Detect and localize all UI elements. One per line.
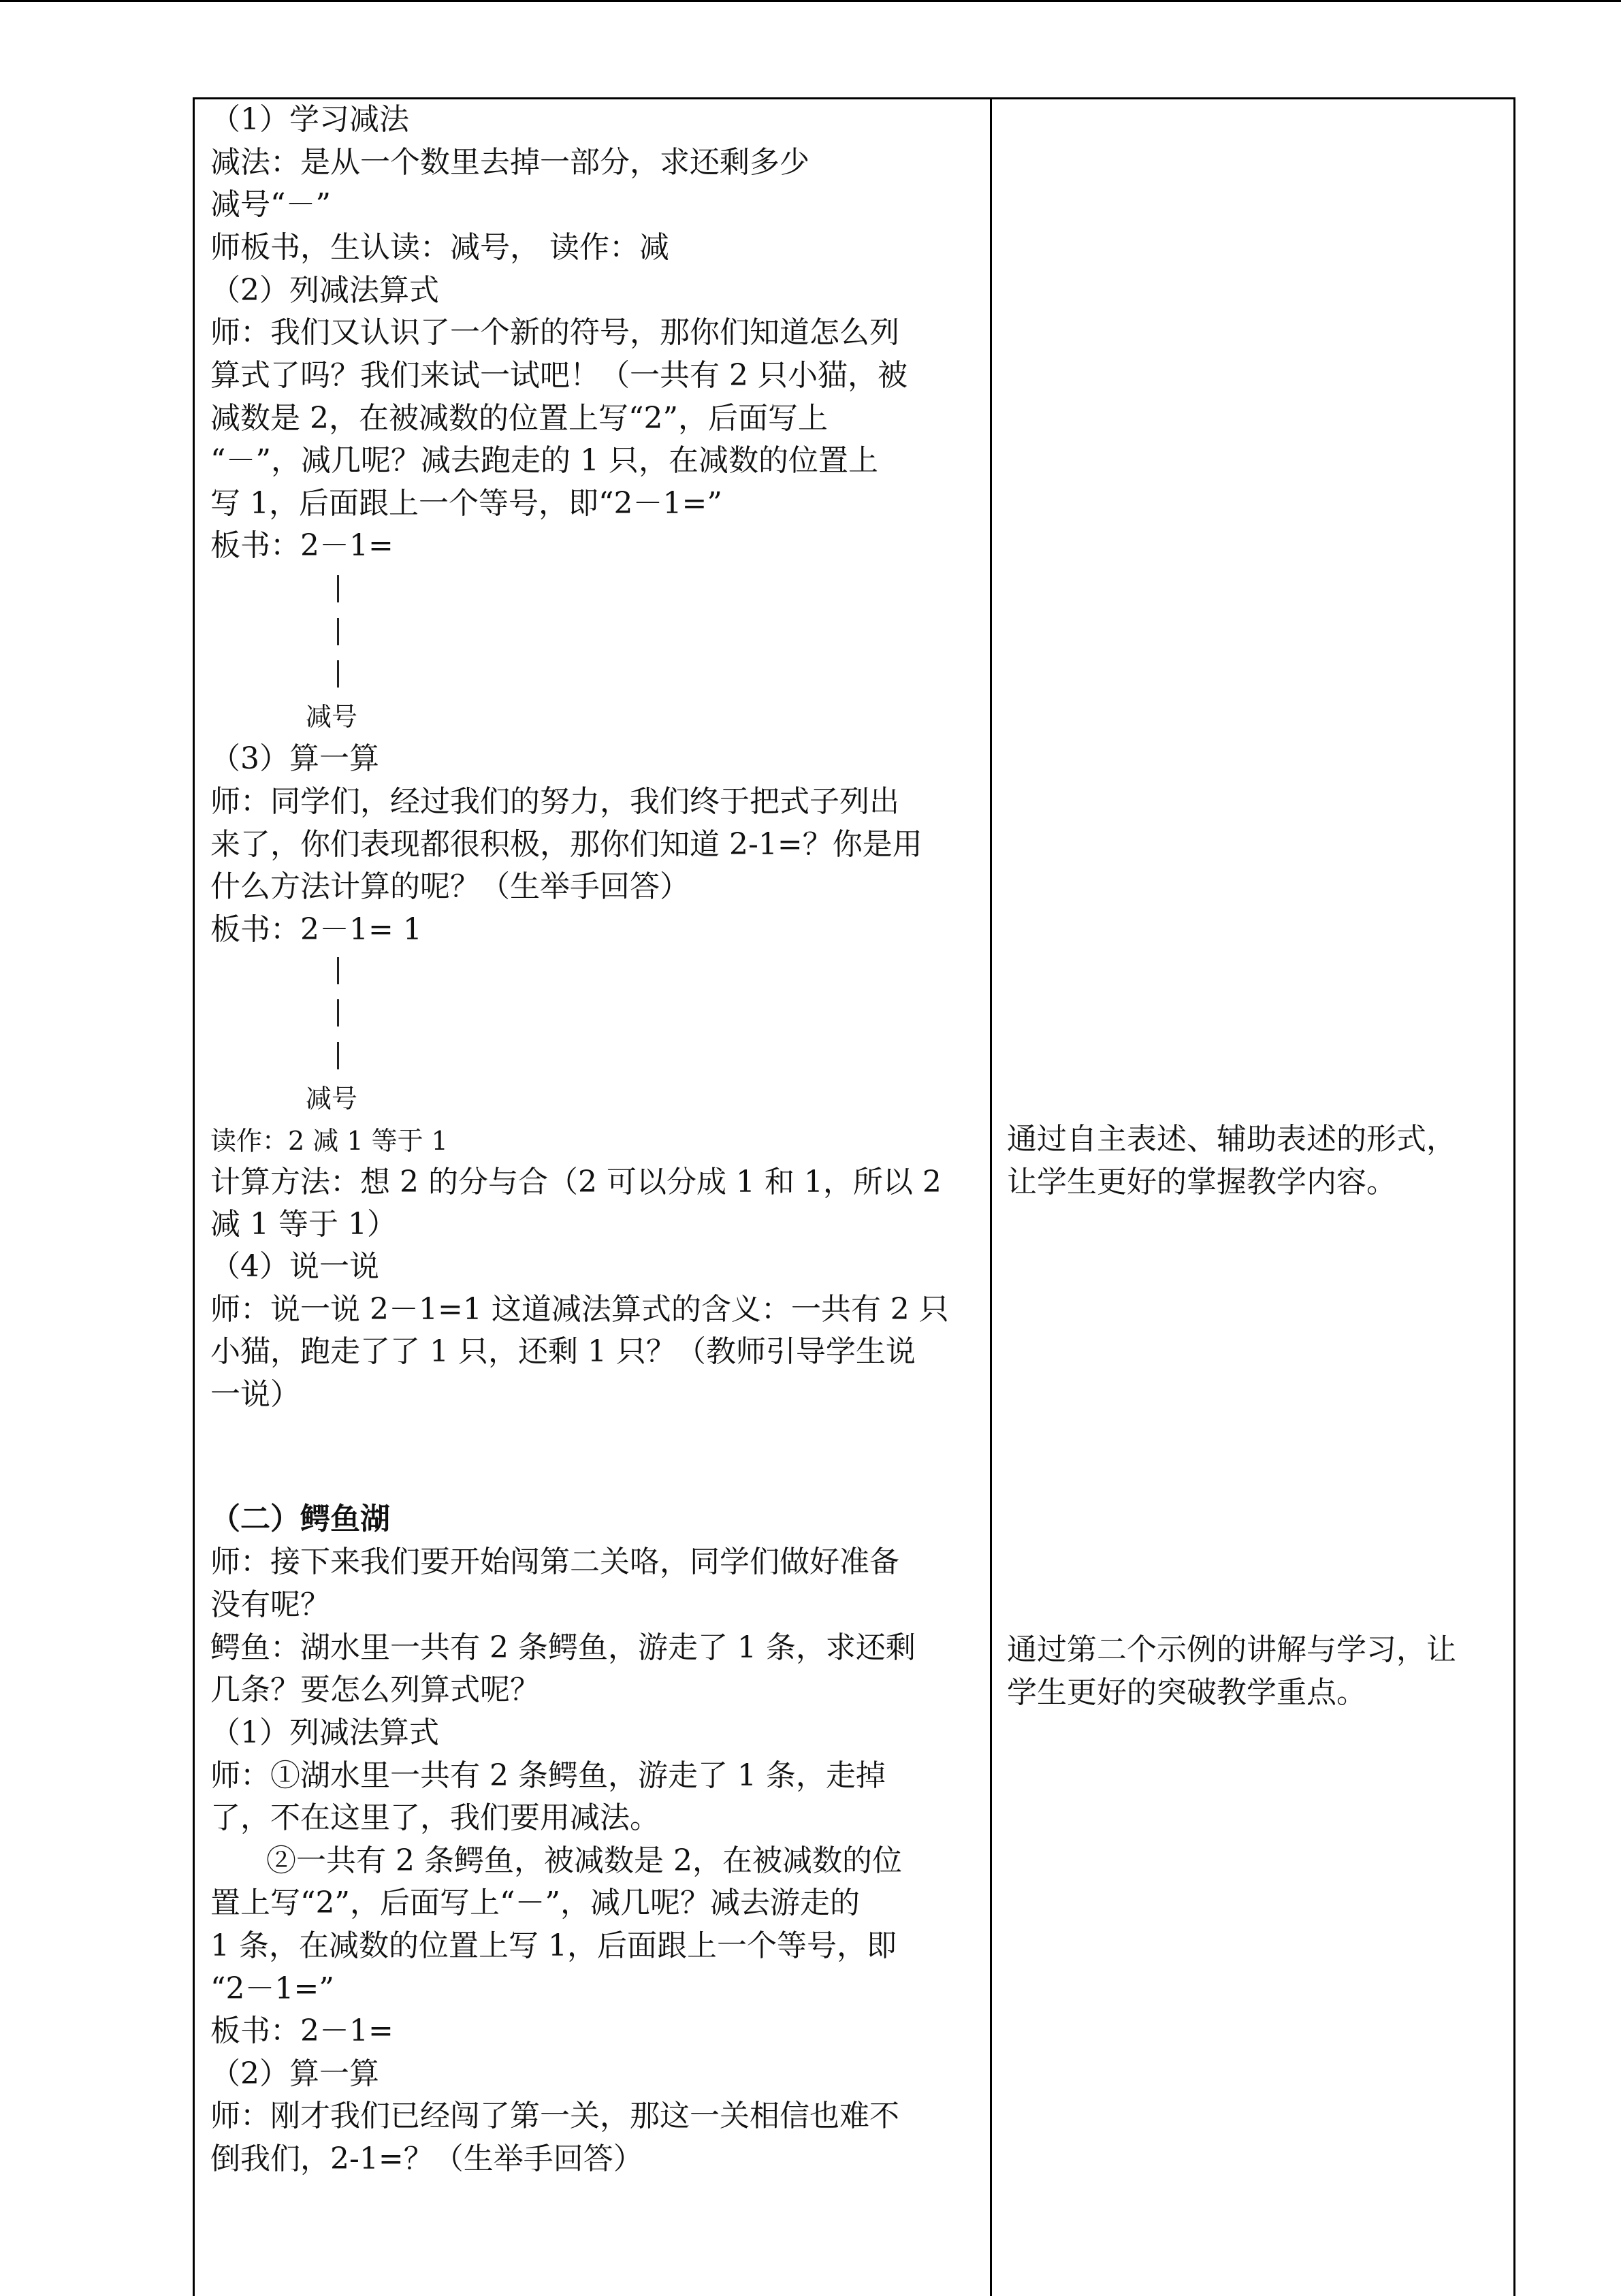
text-line: 减法：是从一个数里去掉一部分，求还剩多少 [210, 145, 809, 180]
text-line: 鳄鱼：湖水里一共有 2 条鳄鱼，游走了 1 条，求还剩 [210, 1630, 916, 1665]
top-rule [0, 0, 1621, 2]
text-line: 师：接下来我们要开始闯第二关咯，同学们做好准备 [210, 1545, 899, 1579]
text-line: “2－1=” [210, 1971, 334, 2006]
column-divider [990, 97, 992, 2296]
text-line: 减 1 等于 1） [210, 1207, 397, 1242]
text-line: 师板书，生认读：减号， 读作：减 [210, 230, 669, 265]
text-line: 师：①湖水里一共有 2 条鳄鱼，游走了 1 条，走掉 [210, 1758, 886, 1793]
text-line: 没有呢？ [210, 1587, 330, 1622]
board-equation: 板书：2－1= [210, 528, 394, 563]
text-line: 1 条，在减数的位置上写 1，后面跟上一个等号，即 [210, 1928, 897, 1963]
text-line: 通过第二个示例的讲解与学习，让 [1007, 1632, 1456, 1667]
board-equation: 板书：2－1= [210, 2014, 394, 2048]
text-line: “－”，减几呢？减去跑走的 1 只，在减数的位置上 [210, 443, 878, 478]
text-line: 写 1，后面跟上一个等号，即“2－1=” [210, 486, 722, 521]
text-line: 倒我们，2-1=？（生举手回答） [210, 2141, 643, 2176]
pointer-line [337, 957, 339, 984]
text-line: （2）算一算 [210, 2056, 379, 2091]
text-line: 几条？要怎么列算式呢？ [210, 1672, 540, 1707]
text-line: 了，不在这里了，我们要用减法。 [210, 1800, 660, 1835]
text-line: ②一共有 2 条鳄鱼，被减数是 2，在被减数的位 [266, 1843, 902, 1878]
text-line: （1）学习减法 [210, 102, 409, 137]
pointer-line [337, 999, 339, 1026]
section-heading: （二）鳄鱼湖 [210, 1502, 390, 1536]
board-equation: 板书：2－1= 1 [210, 912, 422, 947]
text-line: 算式了吗？我们来试一试吧！（一共有 2 只小猫，被 [210, 358, 908, 393]
text-line: 读作：2 减 1 等于 1 [210, 1126, 448, 1156]
pointer-line [337, 618, 339, 645]
text-line: （4）说一说 [210, 1249, 379, 1284]
text-line: 师：刚才我们已经闯了第一关，那这一关相信也难不 [210, 2099, 899, 2133]
text-line: 学生更好的突破教学重点。 [1007, 1675, 1366, 1710]
pointer-line [337, 575, 339, 602]
pointer-line [337, 1042, 339, 1069]
text-line: 师：说一说 2－1=1 这道减法算式的含义：一共有 2 只 [210, 1292, 949, 1327]
text-line: （2）列减法算式 [210, 273, 439, 308]
text-line: 置上写“2”，后面写上“－”，减几呢？减去游走的 [210, 1886, 860, 1920]
minus-sign-label: 减号 [306, 1084, 358, 1114]
text-line: 什么方法计算的呢？（生举手回答） [210, 869, 690, 904]
text-line: 一说） [210, 1377, 300, 1412]
text-line: 来了，你们表现都很积极，那你们知道 2-1=？你是用 [210, 827, 922, 862]
text-line: 师：我们又认识了一个新的符号，那你们知道怎么列 [210, 315, 899, 350]
text-line: （3）算一算 [210, 741, 379, 776]
minus-sign-label: 减号 [306, 702, 358, 732]
pointer-line [337, 660, 339, 688]
text-line: 师：同学们，经过我们的努力，我们终于把式子列出 [210, 784, 899, 819]
text-line: 让学生更好的掌握教学内容。 [1007, 1165, 1396, 1199]
text-line: 通过自主表述、辅助表述的形式， [1007, 1122, 1456, 1157]
text-line: （1）列减法算式 [210, 1715, 439, 1750]
text-line: 减数是 2，在被减数的位置上写“2”，后面写上 [210, 401, 828, 436]
text-line: 小猫，跑走了了 1 只，还剩 1 只？（教师引导学生说 [210, 1334, 916, 1369]
text-line: 减号“－” [210, 187, 331, 222]
text-line: 计算方法：想 2 的分与合（2 可以分成 1 和 1，所以 2 [210, 1165, 942, 1199]
